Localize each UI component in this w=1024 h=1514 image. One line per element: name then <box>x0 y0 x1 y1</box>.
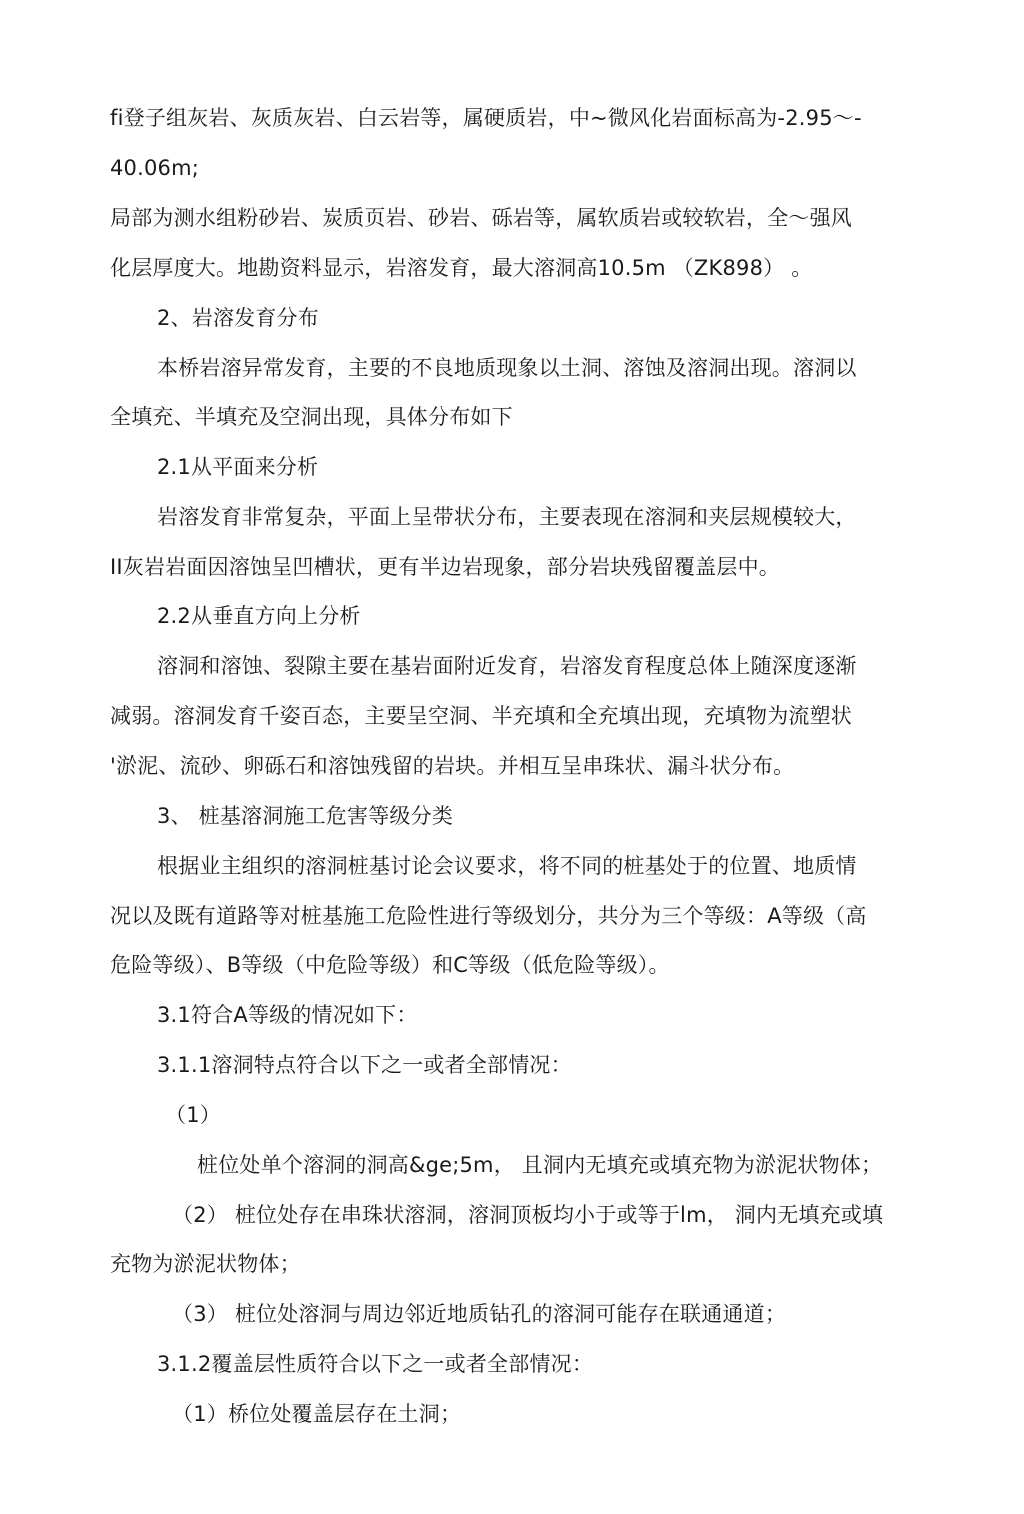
text-line-1: fi登子组灰岩、灰质灰岩、白云岩等，属硬质岩，中~微风化岩面标高为-2.95～- <box>110 106 862 130</box>
list-item-1-text: 桩位处单个溶洞的洞高&ge;5m， 且洞内无填充或填充物为淤泥状物体； <box>197 1153 883 1177</box>
list-marker-1: （1） <box>165 1103 221 1127</box>
text-line-3: 局部为测水组粉砂岩、炭质页岩、砂岩、砾岩等，属软质岩或较软岩，全～强风 <box>110 206 852 230</box>
list-item-2-continuation: 充物为淤泥状物体； <box>110 1252 301 1276</box>
text-line-13: 减弱。溶洞发育千姿百态，主要呈空洞、半充填和全充填出现，充填物为流塑状 <box>110 704 852 728</box>
section-heading-3-1-1: 3.1.1溶洞特点符合以下之一或者全部情况： <box>157 1053 572 1077</box>
text-line-2: 40.06m; <box>110 156 200 180</box>
text-line-7: 全填充、半填充及空洞出现，具体分布如下 <box>110 405 513 429</box>
section-heading-3-1: 3.1符合A等级的情况如下： <box>157 1003 418 1027</box>
text-line-16: 根据业主组织的溶洞桩基讨论会议要求，将不同的桩基处于的位置、地质情 <box>157 854 857 878</box>
text-line-6: 本桥岩溶异常发育，主要的不良地质现象以土洞、溶蚀及溶洞出现。溶洞以 <box>157 356 857 380</box>
text-line-9: 岩溶发育非常复杂，平面上呈带状分布，主要表现在溶洞和夹层规模较大， <box>157 505 857 529</box>
section-heading-2-2: 2.2从垂直方向上分析 <box>157 604 361 628</box>
section-heading-3: 3、 桩基溶洞施工危害等级分类 <box>157 804 454 828</box>
text-line-10: II灰岩岩面因溶蚀呈凹槽状，更有半边岩现象，部分岩块残留覆盖层中。 <box>110 555 780 579</box>
text-line-18: 危险等级）、B等级（中危险等级）和C等级（低危险等级）。 <box>110 953 670 977</box>
section-heading-2: 2、岩溶发育分布 <box>157 306 319 330</box>
section-heading-3-1-2: 3.1.2覆盖层性质符合以下之一或者全部情况： <box>157 1352 594 1376</box>
section-heading-2-1: 2.1从平面来分析 <box>157 455 319 479</box>
text-line-4: 化层厚度大。地勘资料显示，岩溶发育，最大溶洞高10.5m （ZK898） 。 <box>110 256 813 280</box>
text-line-14: '淤泥、流砂、卵砾石和溶蚀残留的岩块。并相互呈串珠状、漏斗状分布。 <box>110 754 795 778</box>
text-line-17: 况以及既有道路等对桩基施工危险性进行等级划分，共分为三个等级：A等级（高 <box>110 904 867 928</box>
list-item-3-text: （3） 桩位处溶洞与周边邻近地质钻孔的溶洞可能存在联通通道； <box>172 1302 787 1326</box>
text-line-12: 溶洞和溶蚀、裂隙主要在基岩面附近发育，岩溶发育程度总体上随深度逐渐 <box>157 654 857 678</box>
list-item-cover-1-text: （1）桥位处覆盖层存在土洞； <box>172 1402 462 1426</box>
list-item-2-text: （2） 桩位处存在串珠状溶洞，溶洞顶板均小于或等于lm， 洞内无填充或填 <box>172 1203 884 1227</box>
